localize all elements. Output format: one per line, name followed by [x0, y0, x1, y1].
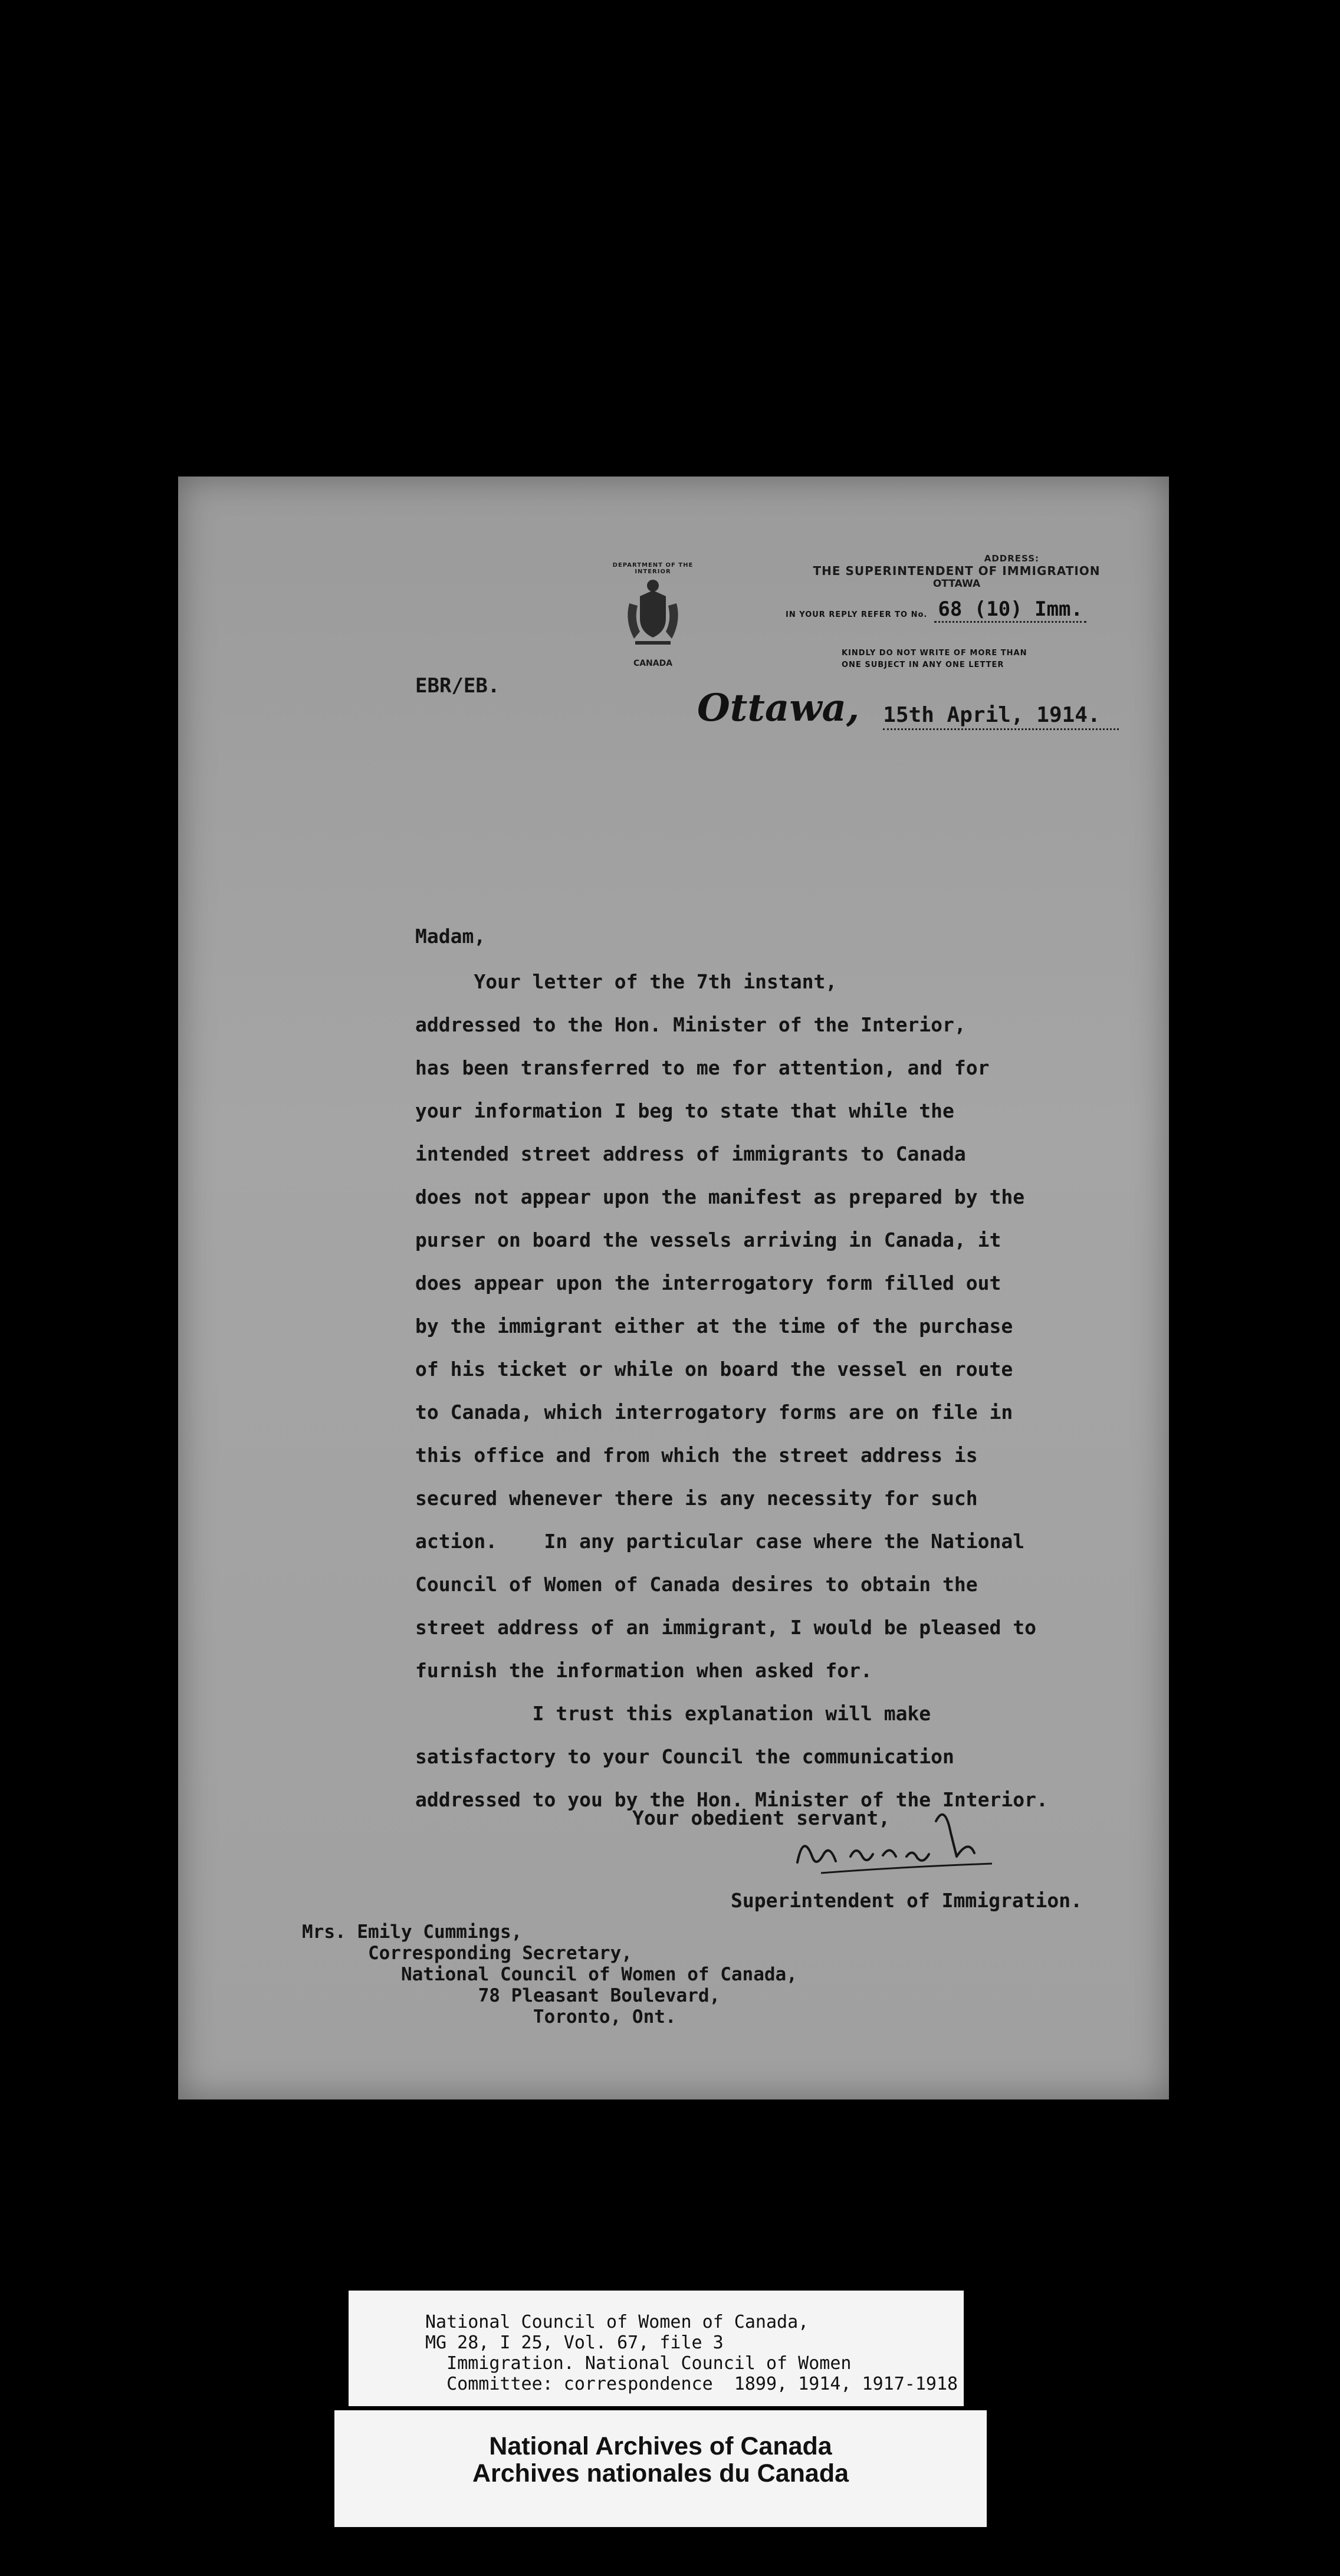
handwritten-signature [780, 1798, 1004, 1886]
body-line: Council of Women of Canada desires to obtain the [415, 1573, 978, 1596]
address-label: ADDRESS: [984, 553, 1039, 564]
salutation: Madam, [415, 925, 486, 948]
reference-initials: EBR/EB. [415, 674, 500, 698]
recipient-line: Mrs. Emily Cummings, [302, 1921, 523, 1943]
address-city: OTTAWA [932, 578, 981, 590]
archives-english: National Archives of Canada [489, 2432, 832, 2460]
body-line: satisfactory to your Council the communication [415, 1745, 954, 1768]
recipient-address [302, 1921, 797, 2028]
body-line: does not appear upon the manifest as prepared by the [415, 1185, 1025, 1208]
archive-label-line: Committee: correspondence 1899, 1914, 1917-1918 [425, 2374, 958, 2394]
body-line: furnish the information when asked for. [415, 1659, 872, 1682]
body-line: your information I beg to state that while the [415, 1099, 954, 1122]
body-line: I trust this explanation will make [415, 1702, 931, 1725]
archives-stamp [334, 2410, 987, 2527]
crest-bottom-text: CANADA [633, 659, 673, 668]
body-line: Your letter of the 7th instant, [415, 970, 838, 993]
recipient-line: Corresponding Secretary, [302, 1943, 632, 1964]
recipient-line: National Council of Women of Canada, [302, 1964, 797, 1985]
body-line: does appear upon the interrogatory form filled out [415, 1271, 1001, 1294]
address-block [774, 553, 1139, 590]
coat-of-arms-icon [612, 562, 694, 668]
place-date [697, 686, 1119, 730]
body-line: addressed to you by the Hon. Minister of the Interior. [415, 1788, 1048, 1811]
refer-label: IN YOUR REPLY REFER TO No. [786, 610, 928, 619]
archive-reference-label [349, 2291, 964, 2406]
reference-number: 68 (10) Imm. [934, 597, 1086, 623]
address-line: THE SUPERINTENDENT OF IMMIGRATION [813, 564, 1101, 578]
letter-date: 15th April, 1914. [883, 703, 1119, 730]
body-line: addressed to the Hon. Minister of the Interior, [415, 1013, 966, 1036]
kindly-line-1: KINDLY DO NOT WRITE OF MORE THAN [842, 649, 1027, 658]
archives-french: Archives nationales du Canada [472, 2459, 849, 2488]
body-line: this office and from which the street address is [415, 1444, 978, 1467]
recipient-line: Toronto, Ont. [302, 2006, 676, 2028]
body-line: secured whenever there is any necessity for such [415, 1487, 978, 1510]
kindly-note [842, 648, 1078, 671]
signature-title: Superintendent of Immigration. [731, 1889, 1083, 1912]
body-line: of his ticket or while on board the vessel en route [415, 1358, 1013, 1381]
body-line: by the immigrant either at the time of the purchase [415, 1315, 1013, 1338]
body-line: to Canada, which interrogatory forms are on file in [415, 1401, 1013, 1424]
body-line: street address of an immigrant, I would be pleased to [415, 1616, 1036, 1639]
archive-label-line: Immigration. National Council of Women [425, 2353, 852, 2374]
closing: Your obedient servant, [632, 1806, 891, 1829]
body-line: purser on board the vessels arriving in Canada, it [415, 1228, 1001, 1251]
letter-body [415, 960, 1141, 1821]
archive-label-line: National Council of Women of Canada, [425, 2312, 809, 2332]
body-line: has been transferred to me for attention, and for [415, 1056, 990, 1079]
place-name: Ottawa, [697, 686, 860, 730]
reference-row [786, 597, 1116, 623]
letter-page [178, 477, 1169, 2099]
body-line: action. In any particular case where the National [415, 1530, 1025, 1553]
archive-label-line: MG 28, I 25, Vol. 67, file 3 [425, 2332, 724, 2353]
crest-top-text: DEPARTMENT OF THE INTERIOR [612, 562, 694, 575]
kindly-line-2: ONE SUBJECT IN ANY ONE LETTER [842, 661, 1004, 669]
body-line: intended street address of immigrants to Canada [415, 1142, 966, 1165]
department-crest [612, 562, 694, 668]
recipient-line: 78 Pleasant Boulevard, [302, 1985, 721, 2006]
